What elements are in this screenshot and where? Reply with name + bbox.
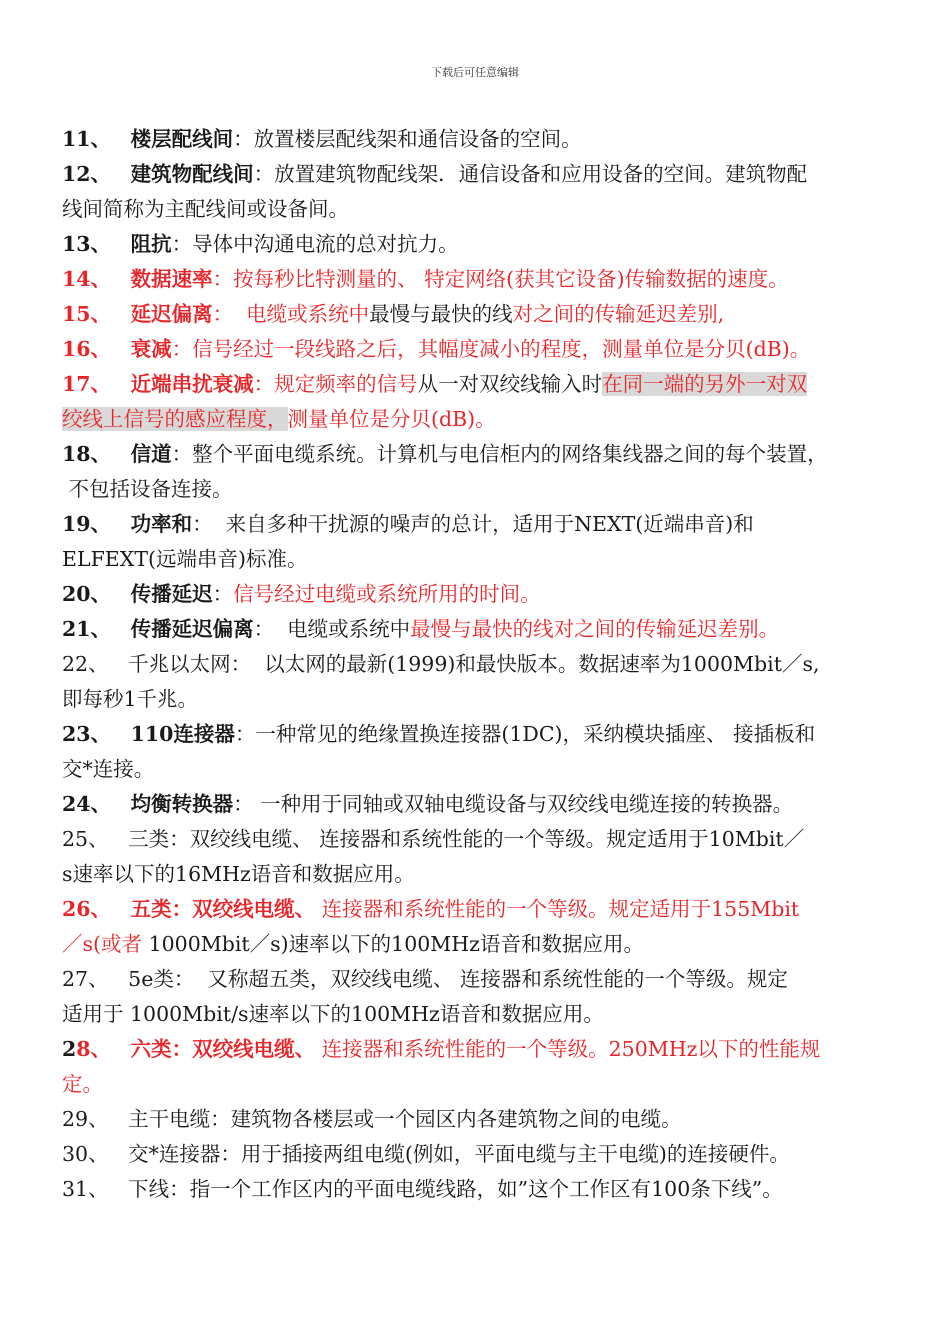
item-description-cont: ELFEXT(远端串音)标准。 <box>62 547 308 571</box>
item-colon: ： <box>212 267 234 291</box>
item-description: 连接器和系统性能的一个等级。250MHz以下的性能规 <box>315 1037 821 1061</box>
item-description: 双绞线电缆、 <box>192 1037 316 1061</box>
item-number: 11、 <box>62 127 112 151</box>
item-number: 26、 <box>62 897 112 921</box>
glossary-item-23 <box>62 717 892 787</box>
item-description-cont: 定。 <box>62 1072 103 1096</box>
item-description-cont: s速率以下的16MHz语音和数据应用。 <box>62 862 415 886</box>
glossary-item-27 <box>62 962 892 1032</box>
item-description: 建筑物各楼层或一个园区内各建筑物之间的电缆。 <box>230 1107 682 1131</box>
item-description: 双绞线电缆、 连接器和系统性能的一个等级。规定适用于10Mbit／ <box>189 827 805 851</box>
glossary-item-29 <box>62 1102 892 1137</box>
item-description-cont: 1000Mbit／s)速率以下的100MHz语音和数据应用。 <box>148 932 644 956</box>
item-term: 110连接器 <box>130 722 235 746</box>
item-term: 建筑物配线间 <box>130 162 254 186</box>
item-number: 13、 <box>62 232 112 256</box>
item-description: 电缆或系统中 <box>280 617 411 641</box>
item-colon: ： <box>220 1142 241 1166</box>
glossary-item-11 <box>62 122 892 157</box>
glossary-item-30 <box>62 1137 892 1172</box>
item-term: 传播延迟 <box>130 582 213 606</box>
item-description-highlighted: 绞线上信号的感应程度， <box>62 407 288 431</box>
item-colon: ： <box>253 162 275 186</box>
item-number: 19、 <box>62 512 112 536</box>
glossary-item-28 <box>62 1032 892 1102</box>
item-number: 21、 <box>62 617 112 641</box>
glossary-item-21 <box>62 612 892 647</box>
item-description: 以太网的最新(1999)和最快版本。数据速率为1000Mbit／s, <box>257 652 820 676</box>
glossary-item-14 <box>62 262 892 297</box>
glossary-item-18 <box>62 437 892 507</box>
item-number: 23、 <box>62 722 112 746</box>
glossary-item-22 <box>62 647 892 717</box>
item-description: 整个平面电缆系统。计算机与电信柜内的网络集线器之间的每个装置， <box>192 442 828 466</box>
item-term: 数据速率 <box>130 267 213 291</box>
item-colon: ： <box>230 652 252 676</box>
item-colon: ： <box>192 512 213 536</box>
item-description-cont: 交*连接。 <box>62 757 155 781</box>
glossary-item-16 <box>62 332 892 367</box>
glossary-item-31 <box>62 1172 892 1207</box>
item-description: 按每秒比特测量的、 特定网络(获其它设备)传输数据的速度。 <box>233 267 789 291</box>
item-description-cont: 线间简称为主配线间或设备间。 <box>62 197 349 221</box>
item-number: 15、 <box>62 302 112 326</box>
item-description-cont: 适用于 1000Mbit/s速率以下的100MHz语音和数据应用。 <box>62 1002 604 1026</box>
item-number: 31、 <box>62 1177 109 1201</box>
item-description: 来自多种干扰源的噪声的总计，适用于NEXT(近端串音)和 <box>219 512 754 536</box>
item-term: 主干电缆 <box>128 1107 211 1131</box>
item-term: 延迟偏离 <box>130 302 213 326</box>
item-description: 信号经过一段线路之后，其幅度减小的程度，测量单位是分贝(dB)。 <box>192 337 811 361</box>
item-colon: ： <box>171 1037 193 1061</box>
item-description: 规定频率的信号 <box>274 372 418 396</box>
glossary-item-19 <box>62 507 892 577</box>
item-colon: ： <box>173 967 195 991</box>
item-colon: ： <box>253 617 275 641</box>
item-description: 测量单位是分贝(dB)。 <box>287 407 496 431</box>
item-number: 12、 <box>62 162 112 186</box>
item-number: 30、 <box>62 1142 109 1166</box>
item-term: 5e类 <box>128 967 174 991</box>
item-term: 均衡转换器 <box>130 792 234 816</box>
item-description-highlighted: 在同一端的另外一对双 <box>602 372 808 396</box>
item-description: 放置楼层配线架和通信设备的空间。 <box>253 127 582 151</box>
item-colon: ： <box>171 337 193 361</box>
item-number: 24、 <box>62 792 112 816</box>
item-number: 14、 <box>62 267 112 291</box>
item-colon: ： <box>233 792 254 816</box>
item-description: 一种常见的绝缘置换连接器(1DC)，采纳模块插座、 接插板和 <box>255 722 816 746</box>
item-colon: ： <box>169 827 190 851</box>
item-term: 楼层配线间 <box>130 127 234 151</box>
item-colon: ： <box>171 442 193 466</box>
item-term: 近端串扰衰减 <box>130 372 254 396</box>
glossary-item-13 <box>62 227 892 262</box>
item-number: 29、 <box>62 1107 109 1131</box>
item-term: 下线 <box>128 1177 170 1201</box>
item-term: 六类 <box>130 1037 172 1061</box>
item-description: 指一个工作区内的平面电缆线路，如”这个工作区有100条下线”。 <box>189 1177 783 1201</box>
glossary-item-17 <box>62 367 892 437</box>
item-term: 五类 <box>130 897 172 921</box>
glossary-item-15 <box>62 297 892 332</box>
item-term: 千兆以太网 <box>128 652 231 676</box>
item-number: 16、 <box>62 337 112 361</box>
glossary-item-12 <box>62 157 892 227</box>
item-description: 对之间的传输延迟差别, <box>512 302 725 326</box>
item-colon: ： <box>169 1177 190 1201</box>
item-description: 信号经过电缆或系统所用的时间。 <box>233 582 541 606</box>
item-number: 17、 <box>62 372 112 396</box>
item-description: 双绞线电缆、 <box>192 897 316 921</box>
item-number: 22、 <box>62 652 109 676</box>
item-term: 三类 <box>128 827 170 851</box>
item-colon: ： <box>210 1107 231 1131</box>
item-number: 20、 <box>62 582 112 606</box>
item-term: 功率和 <box>130 512 193 536</box>
item-colon: ： <box>253 372 275 396</box>
item-description-cont: 不包括设备连接。 <box>68 477 233 501</box>
item-number: 2 <box>62 1037 77 1061</box>
item-term: 交*连接器 <box>128 1142 221 1166</box>
item-description: 从一对双绞线输入时 <box>417 372 603 396</box>
item-description: 导体中沟通电流的总对抗力。 <box>192 232 459 256</box>
glossary-item-25 <box>62 822 892 892</box>
item-description-cont: 即每秒1千兆。 <box>62 687 199 711</box>
item-term: 衰减 <box>130 337 172 361</box>
item-number: 25、 <box>62 827 109 851</box>
item-colon: ： <box>212 582 234 606</box>
item-description-cont: ／s(或者 <box>62 932 143 956</box>
item-description: 一种用于同轴或双轴电缆设备与双绞线电缆连接的转换器。 <box>253 792 794 816</box>
item-term: 传播延迟偏离 <box>130 617 254 641</box>
item-description: 放置建筑物配线架．通信设备和应用设备的空间。建筑物配 <box>274 162 808 186</box>
item-description: 最慢与最快的线对之间的传输延迟差别。 <box>410 617 780 641</box>
page-header: 下载后可任意编辑 <box>431 66 519 79</box>
item-term: 信道 <box>130 442 172 466</box>
item-colon: ： <box>171 232 193 256</box>
item-description: 连接器和系统性能的一个等级。规定适用于155Mbit <box>315 897 800 921</box>
item-description: 电缆或系统中 <box>246 302 370 326</box>
item-description: 用于插接两组电缆(例如，平面电缆与主干电缆)的连接硬件。 <box>240 1142 790 1166</box>
item-description: 最慢与最快的线 <box>369 302 513 326</box>
item-number: 27、 <box>62 967 109 991</box>
item-number: 18、 <box>62 442 112 466</box>
item-colon: ： <box>233 127 254 151</box>
item-term: 阻抗 <box>130 232 172 256</box>
item-colon: ： <box>212 302 234 326</box>
glossary-list <box>62 122 892 1207</box>
glossary-item-24 <box>62 787 892 822</box>
glossary-item-20 <box>62 577 892 612</box>
item-number: 8、 <box>76 1037 112 1061</box>
item-colon: ： <box>234 722 256 746</box>
glossary-item-26 <box>62 892 892 962</box>
item-colon: ： <box>171 897 193 921</box>
item-description: 又称超五类，双绞线电缆、 连接器和系统性能的一个等级。规定 <box>200 967 788 991</box>
